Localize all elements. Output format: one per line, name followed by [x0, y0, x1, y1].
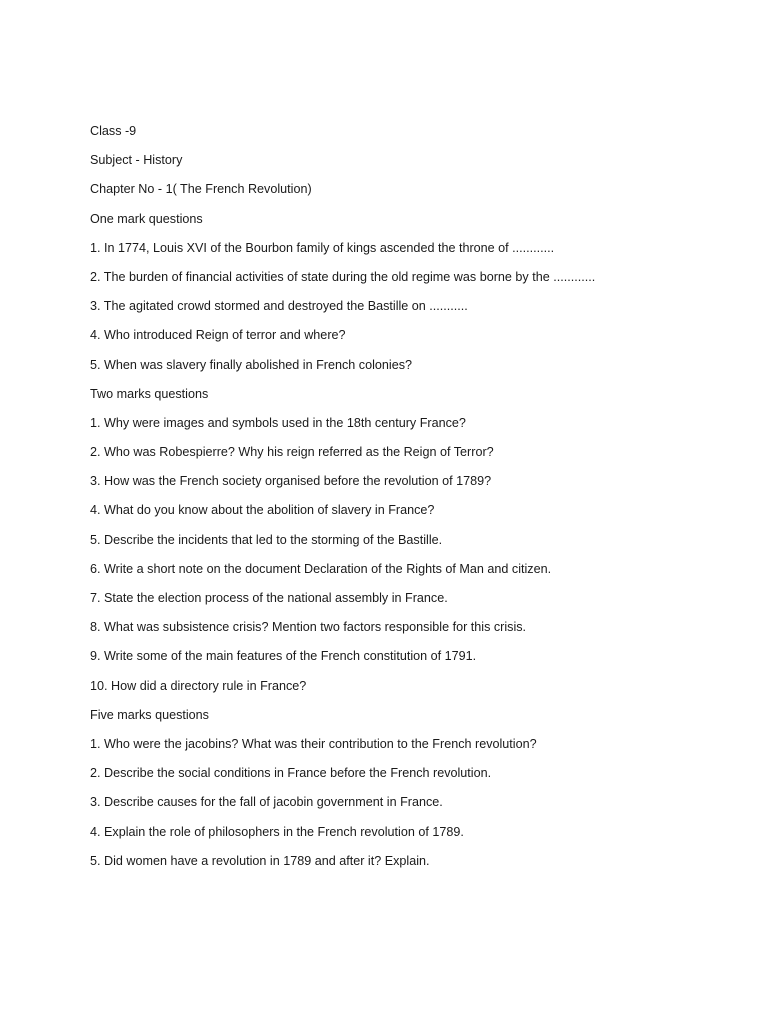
five-marks-question-1: 1. Who were the jacobins? What was their contribution to the French revolution?: [90, 736, 537, 751]
five-marks-question-5: 5. Did women have a revolution in 1789 and after it? Explain.: [90, 853, 430, 868]
two-marks-heading: Two marks questions: [90, 386, 209, 401]
two-marks-question-3: 3. How was the French society organised before the revolution of 1789?: [90, 474, 492, 489]
two-marks-question-1: 1. Why were images and symbols used in the 18th century France?: [90, 415, 466, 430]
two-marks-question-8: 8. What was subsistence crisis? Mention two factors responsible for this crisis.: [90, 620, 527, 635]
two-marks-question-2: 2. Who was Robespierre? Why his reign referred as the Reign of Terror?: [90, 445, 494, 460]
two-marks-question-10: 10. How did a directory rule in France?: [90, 678, 307, 693]
two-marks-question-5: 5. Describe the incidents that led to the storming of the Bastille.: [90, 532, 443, 547]
subject-label: Subject - History: [90, 153, 183, 168]
two-marks-question-4: 4. What do you know about the abolition of slavery in France?: [90, 503, 435, 518]
two-marks-question-9: 9. Write some of the main features of the French constitution of 1791.: [90, 649, 477, 664]
five-marks-question-3: 3. Describe causes for the fall of jacobin government in France.: [90, 795, 443, 810]
five-marks-question-2: 2. Describe the social conditions in France before the French revolution.: [90, 766, 492, 781]
one-mark-question-3: 3. The agitated crowd stormed and destroyed the Bastille on ...........: [90, 299, 468, 314]
one-mark-heading: One mark questions: [90, 211, 203, 226]
class-label: Class -9: [90, 124, 137, 138]
two-marks-question-6: 6. Write a short note on the document Declaration of the Rights of Man and citizen.: [90, 561, 552, 576]
one-mark-question-5: 5. When was slavery finally abolished in French colonies?: [90, 357, 413, 372]
one-mark-question-1: 1. In 1774, Louis XVI of the Bourbon family of kings ascended the throne of ............: [90, 240, 555, 255]
two-marks-question-7: 7. State the election process of the national assembly in France.: [90, 591, 448, 605]
chapter-label: Chapter No - 1( The French Revolution): [90, 182, 312, 197]
document-page: [90, 122, 730, 881]
one-mark-question-2: 2. The burden of financial activities of state during the old regime was borne by the ............: [90, 269, 596, 284]
five-marks-question-4: 4. Explain the role of philosophers in the French revolution of 1789.: [90, 824, 464, 839]
five-marks-heading: Five marks questions: [90, 707, 209, 722]
one-mark-question-4: 4. Who introduced Reign of terror and where?: [90, 328, 346, 343]
